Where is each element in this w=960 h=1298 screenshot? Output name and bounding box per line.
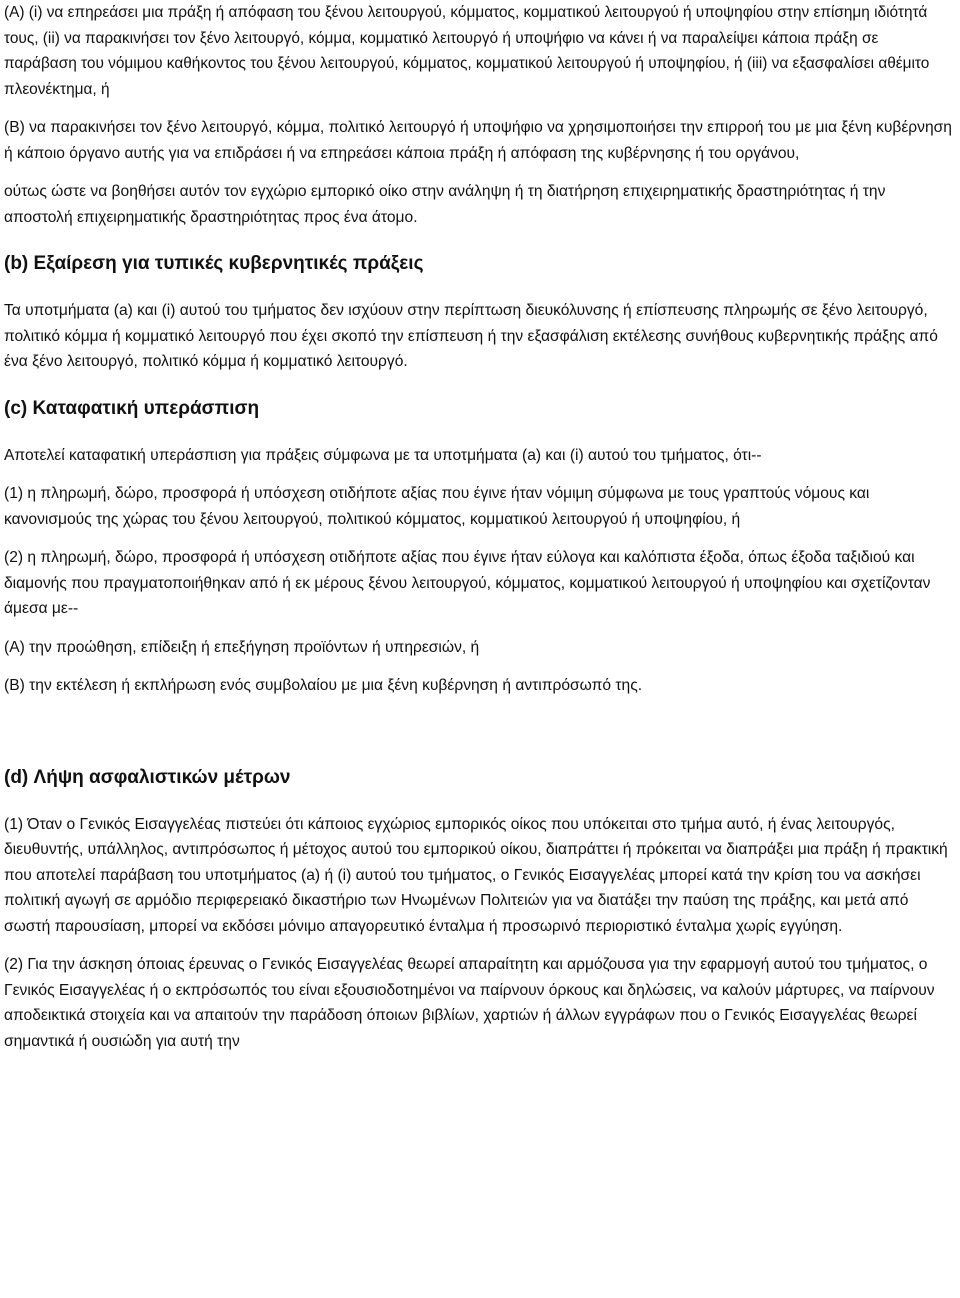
- paragraph-b-influence: (B) να παρακινήσει τον ξένο λειτουργό, κόμμα, πολιτικό λειτουργό ή υποψήφιο να χρησιμοποιήσει την επιρροή του με μια ξένη κυβέρνηση ή κάποιο όργανο αυτής για να επιδράσει ή να επηρεάσει κάποια πράξη ή απόφαση της κυβέρνησης ή του οργάνου,: [4, 119, 952, 162]
- paragraph-a-subclauses: (A) (i) να επηρεάσει μια πράξη ή απόφαση του ξένου λειτουργού, κόμματος, κομματικού λειτουργού ή υποψηφίου στην επίσημη ιδιότητά τους, (ii) να παρακινήσει τον ξένο λειτουργό, κόμμα, κομματικό λειτουργό ή υποψήφιο να κάνει ή να παραλείψει κάποια πράξη σε παράβαση του νόμιμου καθήκοντος του ξένου λειτουργού, κόμματος, κομματικού λειτουργού ή υποψηφίου, ή (iii) να εξασφαλίσει αθέμιτο πλεονέκτημα, ή: [4, 4, 930, 98]
- paragraph-injunction-2: (2) Για την άσκηση όποιας έρευνας ο Γενικός Εισαγγελέας θεωρεί απαραίτητη και αρμόζουσα για την εφαρμογή αυτού του τμήματος, ο Γενικός Εισαγγελέας ή ο εκπρόσωπός του είναι εξουσιοδοτημένοι να παίρνουν όρκους και δηλώσεις, να καλούν μάρτυρες, να παίρνουν αποδεικτικά στοιχεία και να απαιτούν την παράδοση όποιων βιβλίων, χαρτιών ή άλλων εγγράφων που ο Γενικός Εισαγγελέας θεωρεί σημαντικά ή ουσιώδη για αυτή την: [4, 956, 935, 1050]
- paragraph-injunction-1: (1) Όταν ο Γενικός Εισαγγελέας πιστεύει ότι κάποιος εγχώριος εμπορικός οίκος που υπόκειται στο τμήμα αυτό, ή ένας λειτουργός, διευθυντής, υπάλληλος, αντιπρόσωπος ή μέτοχος αυτού του εμπορικού οίκου, διαπράττει ή πρόκειται να διαπράξει μια πράξη ή πρακτική που αποτελεί παράβαση του υποτμήματος (a) ή (i) αυτού του τμήματος, ο Γενικός Εισαγγελέας μπορεί κατά την κρίση του να ασκήσει πολιτική αγωγή σε αρμόδιο περιφερειακό δικαστήριο των Ηνωμένων Πολιτειών για να διατάξει την παύση της πράξης, και μετά από σωστή παρουσίαση, μπορεί να εκδόσει μόνιμο απαγορευτικό ένταλμα ή προσωρινό περιοριστικό ένταλμα χωρίς εγγύηση.: [4, 815, 948, 935]
- paragraph-defense-intro: Αποτελεί καταφατική υπεράσπιση για πράξεις σύμφωνα με τα υποτμήματα (a) και (i) αυτού του τμήματος, ότι--: [4, 446, 762, 464]
- paragraph-defense-2: (2) η πληρωμή, δώρο, προσφορά ή υπόσχεση οτιδήποτε αξίας που έγινε ήταν εύλογα και καλόπιστα έξοδα, όπως έξοδα ταξιδιού και διαμονής που πραγματοποιήθηκαν από ή εκ μέρους ξένου λειτουργού, κόμματος, κομματικού λειτουργού ή υποψηφίου και σχετίζονταν άμεσα με--: [4, 549, 931, 617]
- paragraph-defense-1: (1) η πληρωμή, δώρο, προσφορά ή υπόσχεση οτιδήποτε αξίας που έγινε ήταν νόμιμη σύμφωνα με τους γραπτούς νόμους και κανονισμούς της χώρας του ξένου λειτουργού, πολιτικού κόμματος, κομματικού λειτουργού ή υποψηφίου, ή: [4, 485, 870, 528]
- document-page: [4, 0, 954, 1054]
- paragraph-defense-2b: (B) την εκτέλεση ή εκπλήρωση ενός συμβολαίου με μια ξένη κυβέρνηση ή αντιπρόσωπό της.: [4, 677, 643, 694]
- section-heading-b: (b) Εξαίρεση για τυπικές κυβερνητικές πράξεις: [4, 253, 424, 274]
- paragraph-business-purpose: ούτως ώστε να βοηθήσει αυτόν τον εγχώριο εμπορικό οίκο στην ανάληψη ή τη διατήρηση επιχειρηματικής δραστηριότητας ή την αποστολή επιχειρηματικής δραστηριότητας προς ένα άτομο.: [4, 183, 886, 226]
- section-heading-d: (d) Λήψη ασφαλιστικών μέτρων: [4, 766, 291, 788]
- section-heading-c: (c) Καταφατική υπεράσπιση: [4, 397, 260, 419]
- paragraph-exception: Τα υποτμήματα (a) και (i) αυτού του τμήματος δεν ισχύουν στην περίπτωση διευκόλυνσης ή επίσπευσης πληρωμής σε ξένο λειτουργό, πολιτικό κόμμα ή κομματικό λειτουργό που έχει σκοπό την επίσπευση ή την εξασφάλιση εκτέλεσης συνήθους κυβερνητικής πράξης από ένα ξένο λειτουργό, πολιτικό κόμμα ή κομματικό λειτουργό.: [4, 302, 938, 370]
- paragraph-defense-2a: (A) την προώθηση, επίδειξη ή επεξήγηση προϊόντων ή υπηρεσιών, ή: [4, 638, 480, 656]
